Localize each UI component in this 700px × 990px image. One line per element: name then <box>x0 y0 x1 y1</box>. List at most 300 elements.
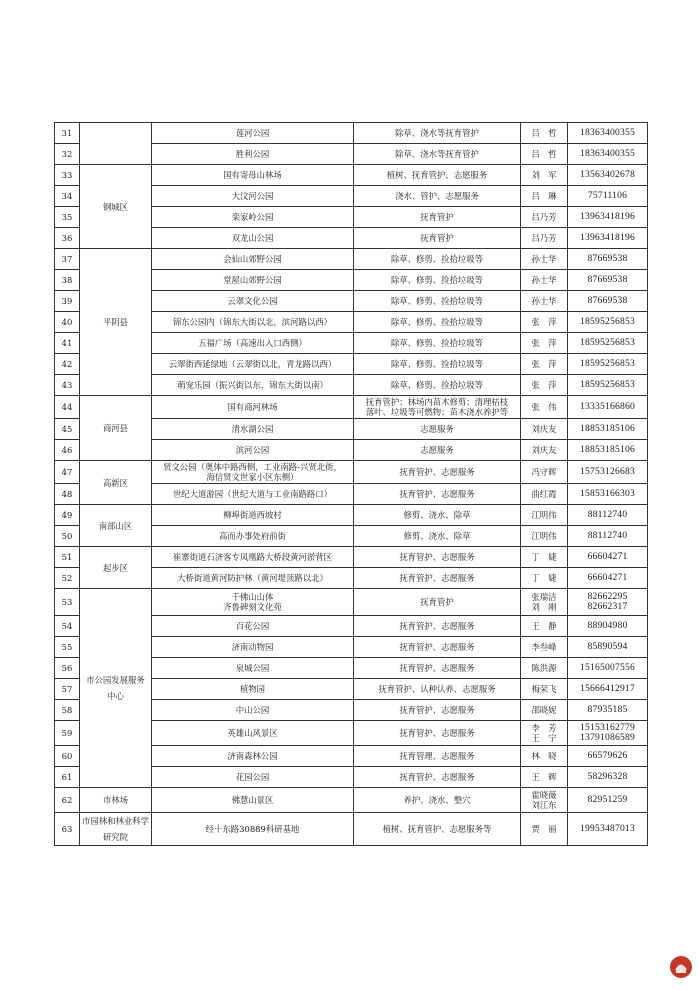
task-cell <box>354 461 521 484</box>
phone-cell <box>568 658 648 679</box>
table-row <box>55 788 648 813</box>
task-cell <box>354 228 521 249</box>
task-cell-line: 抚育管护；林场内苗木修剪；清理枯枝 <box>365 397 509 407</box>
task-cell <box>354 375 521 396</box>
task-cell <box>354 207 521 228</box>
site-name-cell-line: 千佛山山体 <box>231 592 274 602</box>
task-cell <box>354 788 521 813</box>
phone-cell-line: 15753126683 <box>580 466 635 477</box>
contact-cell <box>521 721 568 746</box>
phone-cell <box>568 228 648 249</box>
task-cell <box>354 419 521 440</box>
row-number-cell: 44 <box>55 396 80 419</box>
site-name-cell-line: 济南森林公园 <box>227 751 278 761</box>
contact-cell <box>521 637 568 658</box>
contact-cell-line: 林 晓 <box>531 751 557 761</box>
phone-cell-line: 88904980 <box>587 620 628 631</box>
contact-cell-line: 吕乃芳 <box>531 233 557 243</box>
site-name-cell <box>152 228 354 249</box>
row-number-cell: 36 <box>55 228 80 249</box>
site-name-cell-line: 齐鲁碑刻文化苑 <box>223 602 282 612</box>
contact-cell <box>521 658 568 679</box>
contact-cell-line: 冯守辉 <box>531 467 557 477</box>
contact-cell-line: 王 宁 <box>531 733 557 743</box>
task-cell-line: 志愿服务 <box>420 445 454 455</box>
task-cell-line: 抚育管护、志愿服务 <box>399 552 475 562</box>
site-name-cell <box>152 249 354 270</box>
row-number-cell: 41 <box>55 333 80 354</box>
phone-cell <box>568 396 648 419</box>
site-name-cell <box>152 354 354 375</box>
task-cell <box>354 144 521 165</box>
site-name-cell-line: 五福广场（高速出入口西侧） <box>198 338 307 348</box>
site-name-cell <box>152 144 354 165</box>
phone-cell <box>568 144 648 165</box>
site-name-cell-line: 贤文公园（奥体中路西侧，工业南路-兴贤北街， <box>163 462 342 472</box>
contact-cell-line: 李 芳 <box>531 723 557 733</box>
task-cell-line: 抚育管护、志愿服务 <box>399 642 475 652</box>
contact-cell <box>521 375 568 396</box>
contact-cell <box>521 396 568 419</box>
site-name-cell-line: 济南动物园 <box>231 642 274 652</box>
task-cell-line: 抚育管护 <box>420 597 454 607</box>
site-name-cell-line: 世纪大道游园（世纪大道与工业南路路口） <box>172 489 333 499</box>
contact-cell-line: 刘江东 <box>531 800 557 810</box>
phone-cell <box>568 419 648 440</box>
row-number-cell: 33 <box>55 165 80 186</box>
phone-cell-line: 82951259 <box>587 794 628 805</box>
task-cell <box>354 679 521 700</box>
row-number-cell: 58 <box>55 700 80 721</box>
phone-cell-line: 58296328 <box>587 771 628 782</box>
row-number-cell: 60 <box>55 746 80 767</box>
contact-cell-line: 陈洪源 <box>531 663 557 673</box>
site-name-cell <box>152 333 354 354</box>
phone-cell <box>568 270 648 291</box>
site-name-cell <box>152 396 354 419</box>
site-name-cell <box>152 788 354 813</box>
site-name-cell <box>152 505 354 526</box>
phone-cell <box>568 637 648 658</box>
contact-cell <box>521 207 568 228</box>
task-cell <box>354 505 521 526</box>
phone-cell <box>568 568 648 589</box>
contact-cell-line: 王 辉 <box>531 772 557 782</box>
site-name-cell-line: 栾家岭公园 <box>231 212 274 222</box>
row-number-cell: 32 <box>55 144 80 165</box>
contact-cell-line: 吕 哲 <box>531 128 557 138</box>
contact-cell <box>521 354 568 375</box>
phone-cell-line: 66604271 <box>587 572 628 583</box>
task-cell <box>354 186 521 207</box>
table-row <box>55 505 648 526</box>
site-name-cell-line: 锦东公园内（锦东大街以北，滨河路以西） <box>172 317 333 327</box>
phone-cell <box>568 207 648 228</box>
row-number-cell: 54 <box>55 616 80 637</box>
row-number-cell: 37 <box>55 249 80 270</box>
contact-cell-line: 孙士华 <box>531 275 557 285</box>
row-number-cell: 56 <box>55 658 80 679</box>
phone-cell-line: 82662317 <box>587 601 628 612</box>
task-cell-line: 浇水、管护、志愿服务 <box>395 191 479 201</box>
table-row <box>55 249 648 270</box>
task-cell-line: 除草、修剪、捡拾垃圾等 <box>390 338 484 348</box>
site-name-cell <box>152 312 354 333</box>
task-cell <box>354 721 521 746</box>
task-cell-line: 抚育管护、志愿服务 <box>399 772 475 782</box>
task-cell <box>354 658 521 679</box>
site-name-cell <box>152 813 354 846</box>
phone-cell <box>568 526 648 547</box>
phone-cell <box>568 354 648 375</box>
contact-cell-line: 刘 刚 <box>531 602 557 612</box>
phone-cell <box>568 700 648 721</box>
task-cell-line: 抚育管护、志愿服务 <box>399 728 475 738</box>
site-name-cell-line: 英雄山风景区 <box>227 728 278 738</box>
site-name-cell <box>152 721 354 746</box>
table-row <box>55 461 648 484</box>
task-cell <box>354 291 521 312</box>
task-cell <box>354 484 521 505</box>
phone-cell <box>568 616 648 637</box>
contact-cell <box>521 440 568 461</box>
site-name-cell <box>152 526 354 547</box>
contact-cell-line: 张 萍 <box>531 338 557 348</box>
task-cell-line: 修剪、浇水、除草 <box>403 510 471 520</box>
contact-cell <box>521 484 568 505</box>
site-name-cell-line: 国有商河林场 <box>227 402 278 412</box>
task-cell <box>354 547 521 568</box>
site-name-cell <box>152 186 354 207</box>
contact-cell-line: 吕 哲 <box>531 149 557 159</box>
contact-cell-line: 张 萍 <box>531 359 557 369</box>
phone-cell-line: 18595256853 <box>580 379 635 390</box>
task-cell <box>354 746 521 767</box>
site-name-cell-line: 柳埠街道西坡村 <box>223 510 282 520</box>
contact-cell <box>521 333 568 354</box>
contact-cell-line: 贾 丽 <box>531 824 557 834</box>
task-cell-line: 养护、浇水、整穴 <box>403 795 471 805</box>
site-name-cell-line: 大桥街道黄河防护林（黄河堤顶路以北） <box>177 573 328 583</box>
contact-cell <box>521 700 568 721</box>
task-cell-line: 植树、抚育管护、志愿服务等 <box>382 824 492 834</box>
phone-cell-line: 75711106 <box>587 190 628 201</box>
phone-cell <box>568 165 648 186</box>
site-name-cell <box>152 484 354 505</box>
phone-cell <box>568 186 648 207</box>
task-cell-line: 抚育管护 <box>420 233 454 243</box>
task-cell-line: 抚育管护、认种认养、志愿服务 <box>378 684 496 694</box>
row-number-cell: 39 <box>55 291 80 312</box>
contact-cell-line: 江明伟 <box>531 531 557 541</box>
table-row <box>55 165 648 186</box>
row-number-cell: 55 <box>55 637 80 658</box>
task-cell-line: 落叶、垃圾等可燃物；苗木浇水养护等 <box>365 407 509 417</box>
contact-cell <box>521 186 568 207</box>
phone-cell <box>568 589 648 616</box>
phone-cell-line: 82662295 <box>587 591 628 602</box>
site-name-cell-line: 高而办事处府前街 <box>219 531 286 541</box>
phone-cell-line: 13963418196 <box>580 211 635 222</box>
contact-cell-line: 李叁峰 <box>531 642 557 652</box>
site-name-cell <box>152 568 354 589</box>
contact-cell <box>521 813 568 846</box>
unit-cell: 市公园发展服务中心 <box>80 589 152 788</box>
row-number-cell: 52 <box>55 568 80 589</box>
phone-cell <box>568 333 648 354</box>
contact-cell <box>521 165 568 186</box>
site-name-cell-line: 大汶河公园 <box>231 191 274 201</box>
task-cell <box>354 249 521 270</box>
site-name-cell-line: 国有寄母山林场 <box>223 170 282 180</box>
row-number-cell: 47 <box>55 461 80 484</box>
phone-cell-line: 87669538 <box>587 274 628 285</box>
site-name-cell <box>152 679 354 700</box>
site-name-cell-line: 莲河公园 <box>235 128 270 138</box>
phone-cell-line: 15666412917 <box>580 683 635 694</box>
phone-cell <box>568 291 648 312</box>
contact-cell-line: 张 萍 <box>531 380 557 390</box>
site-name-cell <box>152 547 354 568</box>
task-cell-line: 志愿服务 <box>420 424 454 434</box>
contact-cell-line: 霍晓薇 <box>531 790 557 800</box>
site-name-cell-line: 百花公园 <box>235 621 270 631</box>
unit-cell: 高新区 <box>80 461 152 505</box>
site-name-cell <box>152 375 354 396</box>
task-cell <box>354 637 521 658</box>
phone-cell <box>568 484 648 505</box>
contact-cell-line: 吕乃芳 <box>531 212 557 222</box>
phone-cell-line: 88112740 <box>587 509 628 520</box>
phone-cell <box>568 679 648 700</box>
site-name-cell <box>152 616 354 637</box>
table-row <box>55 589 648 616</box>
contact-cell <box>521 547 568 568</box>
site-name-cell-line: 云翠街西延绿地（云翠街以北，青龙路以西） <box>168 359 337 369</box>
contact-cell <box>521 568 568 589</box>
contact-cell <box>521 461 568 484</box>
task-cell-line: 抚育管护、志愿服务 <box>399 489 475 499</box>
site-name-cell <box>152 123 354 144</box>
task-cell <box>354 813 521 846</box>
table-row <box>55 547 648 568</box>
contact-cell-line: 孙士华 <box>531 254 557 264</box>
contact-cell-line: 梅荣飞 <box>531 684 557 694</box>
site-name-cell-line: 花园公园 <box>235 772 270 782</box>
site-name-cell <box>152 165 354 186</box>
contact-cell-line: 刘 军 <box>531 170 557 180</box>
phone-cell <box>568 123 648 144</box>
task-cell-line: 修剪、浇水、除草 <box>403 531 471 541</box>
phone-cell <box>568 813 648 846</box>
task-cell-line: 除草、修剪、捡拾垃圾等 <box>390 380 484 390</box>
row-number-cell: 42 <box>55 354 80 375</box>
contact-cell <box>521 616 568 637</box>
unit-cell: 平阴县 <box>80 249 152 396</box>
site-name-cell-line: 会仙山郊野公园 <box>223 254 282 264</box>
phone-cell-line: 66579626 <box>587 750 628 761</box>
task-cell <box>354 270 521 291</box>
site-name-cell-line: 泉城公园 <box>235 663 270 673</box>
site-name-cell <box>152 658 354 679</box>
contact-cell <box>521 144 568 165</box>
contact-cell <box>521 249 568 270</box>
phone-cell <box>568 721 648 746</box>
row-number-cell: 53 <box>55 589 80 616</box>
unit-cell: 钢城区 <box>80 165 152 249</box>
task-cell <box>354 767 521 788</box>
task-cell-line: 抚育管护 <box>420 212 454 222</box>
row-number-cell: 40 <box>55 312 80 333</box>
site-name-cell <box>152 419 354 440</box>
phone-cell-line: 15853166303 <box>580 488 635 499</box>
contact-cell-line: 刘庆友 <box>531 445 557 455</box>
row-number-cell: 51 <box>55 547 80 568</box>
row-number-cell: 59 <box>55 721 80 746</box>
phone-cell <box>568 788 648 813</box>
contact-cell <box>521 788 568 813</box>
contact-cell-line: 张瑞洁 <box>531 592 557 602</box>
phone-cell-line: 15165007556 <box>580 662 635 673</box>
site-name-cell-line: 清水湖公园 <box>231 424 274 434</box>
phone-cell <box>568 767 648 788</box>
seal-icon <box>669 955 693 979</box>
site-name-cell-line: 崔寨街道石济客专凤凰路大桥段黄河淤背区 <box>172 552 333 562</box>
task-cell <box>354 440 521 461</box>
unit-cell: 起步区 <box>80 547 152 589</box>
contact-cell <box>521 123 568 144</box>
phone-cell <box>568 375 648 396</box>
row-number-cell: 35 <box>55 207 80 228</box>
table-row <box>55 396 648 419</box>
site-name-cell <box>152 746 354 767</box>
site-name-cell-line: 堂屋山郊野公园 <box>223 275 282 285</box>
row-number-cell: 57 <box>55 679 80 700</box>
task-cell <box>354 312 521 333</box>
contact-cell <box>521 746 568 767</box>
contact-cell <box>521 312 568 333</box>
task-cell <box>354 526 521 547</box>
task-cell-line: 抚育管护、志愿服务 <box>399 621 475 631</box>
phone-cell-line: 13335166860 <box>580 401 635 412</box>
task-cell-line: 抚育管护、志愿服务 <box>399 573 475 583</box>
contact-cell-line: 王 静 <box>531 621 557 631</box>
contact-cell-line: 曲红霞 <box>531 489 557 499</box>
site-name-cell-line: 萌宠乐园（振兴街以东，锦东大街以南） <box>177 380 328 390</box>
task-cell <box>354 165 521 186</box>
task-cell-line: 除草、浇水等抚育管护 <box>395 128 479 138</box>
contact-cell-line: 张 伟 <box>531 402 557 412</box>
task-cell <box>354 333 521 354</box>
phone-cell-line: 18363400355 <box>580 127 635 138</box>
phone-cell-line: 18595256853 <box>580 337 635 348</box>
row-number-cell: 31 <box>55 123 80 144</box>
site-name-cell <box>152 589 354 616</box>
table-row <box>55 813 648 846</box>
unit-cell <box>80 123 152 165</box>
task-cell <box>354 700 521 721</box>
task-cell <box>354 123 521 144</box>
contact-cell-line: 孙士华 <box>531 296 557 306</box>
unit-cell: 市园林和林业科学研究院 <box>80 813 152 846</box>
task-cell <box>354 396 521 419</box>
site-name-cell-line: 植物园 <box>239 684 266 694</box>
phone-cell-line: 13791086589 <box>580 732 635 743</box>
phone-cell-line: 18853185106 <box>580 423 635 434</box>
task-cell-line: 抚育管护、志愿服务 <box>399 705 475 715</box>
site-name-cell-line: 胜利公园 <box>235 149 270 159</box>
site-name-cell-line: 云翠文化公园 <box>227 296 278 306</box>
task-cell <box>354 616 521 637</box>
phone-cell-line: 15153162779 <box>580 722 635 733</box>
site-name-cell <box>152 767 354 788</box>
task-cell-line: 抚育管护、志愿服务 <box>399 467 475 477</box>
site-name-cell <box>152 637 354 658</box>
row-number-cell: 63 <box>55 813 80 846</box>
site-name-cell <box>152 700 354 721</box>
site-name-cell-line: 经十东路30889科研基地 <box>205 824 300 834</box>
site-name-cell <box>152 440 354 461</box>
row-number-cell: 43 <box>55 375 80 396</box>
phone-cell-line: 87935185 <box>587 704 628 715</box>
task-cell-line: 除草、修剪、捡拾垃圾等 <box>390 359 484 369</box>
phone-cell-line: 18595256853 <box>580 358 635 369</box>
contact-cell-line: 吕 琳 <box>531 191 557 201</box>
phone-cell <box>568 547 648 568</box>
phone-cell <box>568 746 648 767</box>
phone-cell-line: 87669538 <box>587 253 628 264</box>
task-cell-line: 除草、修剪、捡拾垃圾等 <box>390 275 484 285</box>
phone-cell-line: 18363400355 <box>580 148 635 159</box>
site-name-cell <box>152 270 354 291</box>
phone-cell <box>568 440 648 461</box>
row-number-cell: 62 <box>55 788 80 813</box>
phone-cell-line: 66604271 <box>587 551 628 562</box>
task-cell <box>354 589 521 616</box>
task-cell-line: 抚育管护、志愿服务 <box>399 663 475 673</box>
phone-cell <box>568 505 648 526</box>
phone-cell <box>568 249 648 270</box>
task-cell-line: 除草、浇水等抚育管护 <box>395 149 479 159</box>
site-name-cell-line: 中山公园 <box>235 705 270 715</box>
row-number-cell: 61 <box>55 767 80 788</box>
contact-cell-line: 刘庆友 <box>531 424 557 434</box>
phone-cell-line: 85890594 <box>587 641 628 652</box>
contact-cell <box>521 291 568 312</box>
row-number-cell: 50 <box>55 526 80 547</box>
table-row <box>55 123 648 144</box>
task-cell <box>354 354 521 375</box>
unit-cell: 市林场 <box>80 788 152 813</box>
task-cell-line: 除草、修剪、捡拾垃圾等 <box>390 296 484 306</box>
task-cell-line: 除草、修剪、捡拾垃圾等 <box>390 317 484 327</box>
site-name-cell-line: 双龙山公园 <box>231 233 274 243</box>
contact-cell <box>521 679 568 700</box>
site-name-cell-line: 海信贤文世家小区东侧） <box>206 472 299 482</box>
row-number-cell: 38 <box>55 270 80 291</box>
contact-cell-line: 邵晓妮 <box>531 705 557 715</box>
site-name-cell-line: 滨河公园 <box>235 445 270 455</box>
contact-cell-line: 丁 婕 <box>531 573 557 583</box>
contact-cell-line: 丁 婕 <box>531 552 557 562</box>
task-cell-line: 植树、抚育管护、志愿服务 <box>386 170 488 180</box>
contact-cell-line: 张 萍 <box>531 317 557 327</box>
phone-cell <box>568 312 648 333</box>
task-cell-line: 除草、修剪、捡拾垃圾等 <box>390 254 484 264</box>
row-number-cell: 45 <box>55 419 80 440</box>
contact-cell <box>521 419 568 440</box>
row-number-cell: 46 <box>55 440 80 461</box>
